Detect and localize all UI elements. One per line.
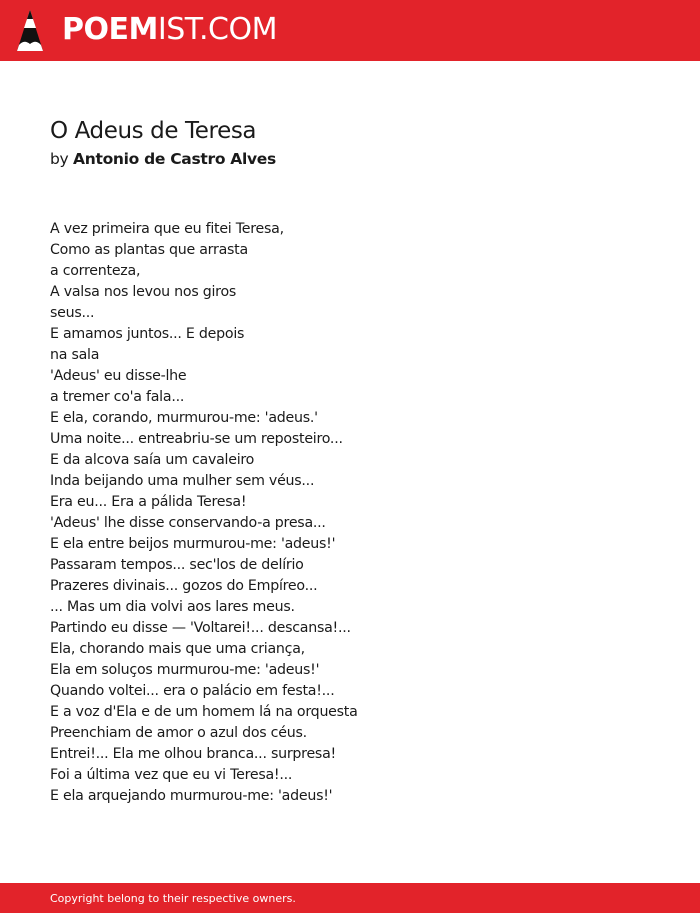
poem-line: Era eu... Era a pálida Teresa!: [50, 494, 247, 510]
poem-line: 'Adeus' lhe disse conservando-a presa...: [50, 515, 326, 531]
poem-line: seus...: [50, 305, 95, 321]
site-header: [0, 0, 700, 61]
poem-title: O Adeus de Teresa: [50, 118, 257, 144]
poem-line: Entrei!... Ela me olhou branca... surpresa!: [50, 746, 336, 762]
poem-line: Passaram tempos... sec'los de delírio: [50, 557, 304, 573]
byline-prefix: by: [50, 150, 74, 168]
poem-line: Ela, chorando mais que uma criança,: [50, 641, 305, 657]
poem-line: Prazeres divinais... gozos do Empíreo...: [50, 578, 318, 594]
poem-line: Preenchiam de amor o azul dos céus.: [50, 725, 307, 741]
poem-line: 'Adeus' eu disse-lhe: [50, 368, 187, 384]
poem-line: Uma noite... entreabriu-se um reposteiro...: [50, 431, 343, 447]
poem-line: E amamos juntos... E depois: [50, 326, 245, 342]
site-footer: [0, 883, 700, 913]
poem-line: Quando voltei... era o palácio em festa!...: [50, 683, 335, 699]
poem-line: E da alcova saía um cavaleiro: [50, 452, 255, 468]
poem-line: E ela entre beijos murmurou-me: 'adeus!': [50, 536, 336, 552]
poem-line: a correnteza,: [50, 263, 141, 279]
poem-line: Ela em soluços murmurou-me: 'adeus!': [50, 662, 320, 678]
logo-light-text: IST.COM: [157, 12, 277, 47]
poem-line: ... Mas um dia volvi aos lares meus.: [50, 599, 295, 615]
poem-line: A valsa nos levou nos giros: [50, 284, 237, 300]
poem-line: a tremer co'a fala...: [50, 389, 185, 405]
site-logo[interactable]: [62, 11, 277, 49]
poem-line: E ela arquejando murmurou-me: 'adeus!': [50, 788, 333, 804]
poem-line: Como as plantas que arrasta: [50, 242, 248, 258]
poem-byline: [50, 148, 276, 170]
poem-line: Inda beijando uma mulher sem véus...: [50, 473, 315, 489]
poem-body: [50, 219, 670, 807]
poem-author: Antonio de Castro Alves: [73, 150, 276, 168]
poem-line: Partindo eu disse — 'Voltarei!... descansa!...: [50, 620, 351, 636]
poem-line: na sala: [50, 347, 100, 363]
poem-line: E a voz d'Ela e de um homem lá na orquesta: [50, 704, 358, 720]
poem-line: A vez primeira que eu fitei Teresa,: [50, 221, 284, 237]
logo-strong-text: POEM: [62, 12, 158, 47]
poem-line: Foi a última vez que eu vi Teresa!...: [50, 767, 293, 783]
poem-line: E ela, corando, murmurou-me: 'adeus.': [50, 410, 318, 426]
pencil-tip-icon[interactable]: [16, 9, 44, 53]
copyright-notice: Copyright belong to their respective owners.: [50, 892, 296, 905]
